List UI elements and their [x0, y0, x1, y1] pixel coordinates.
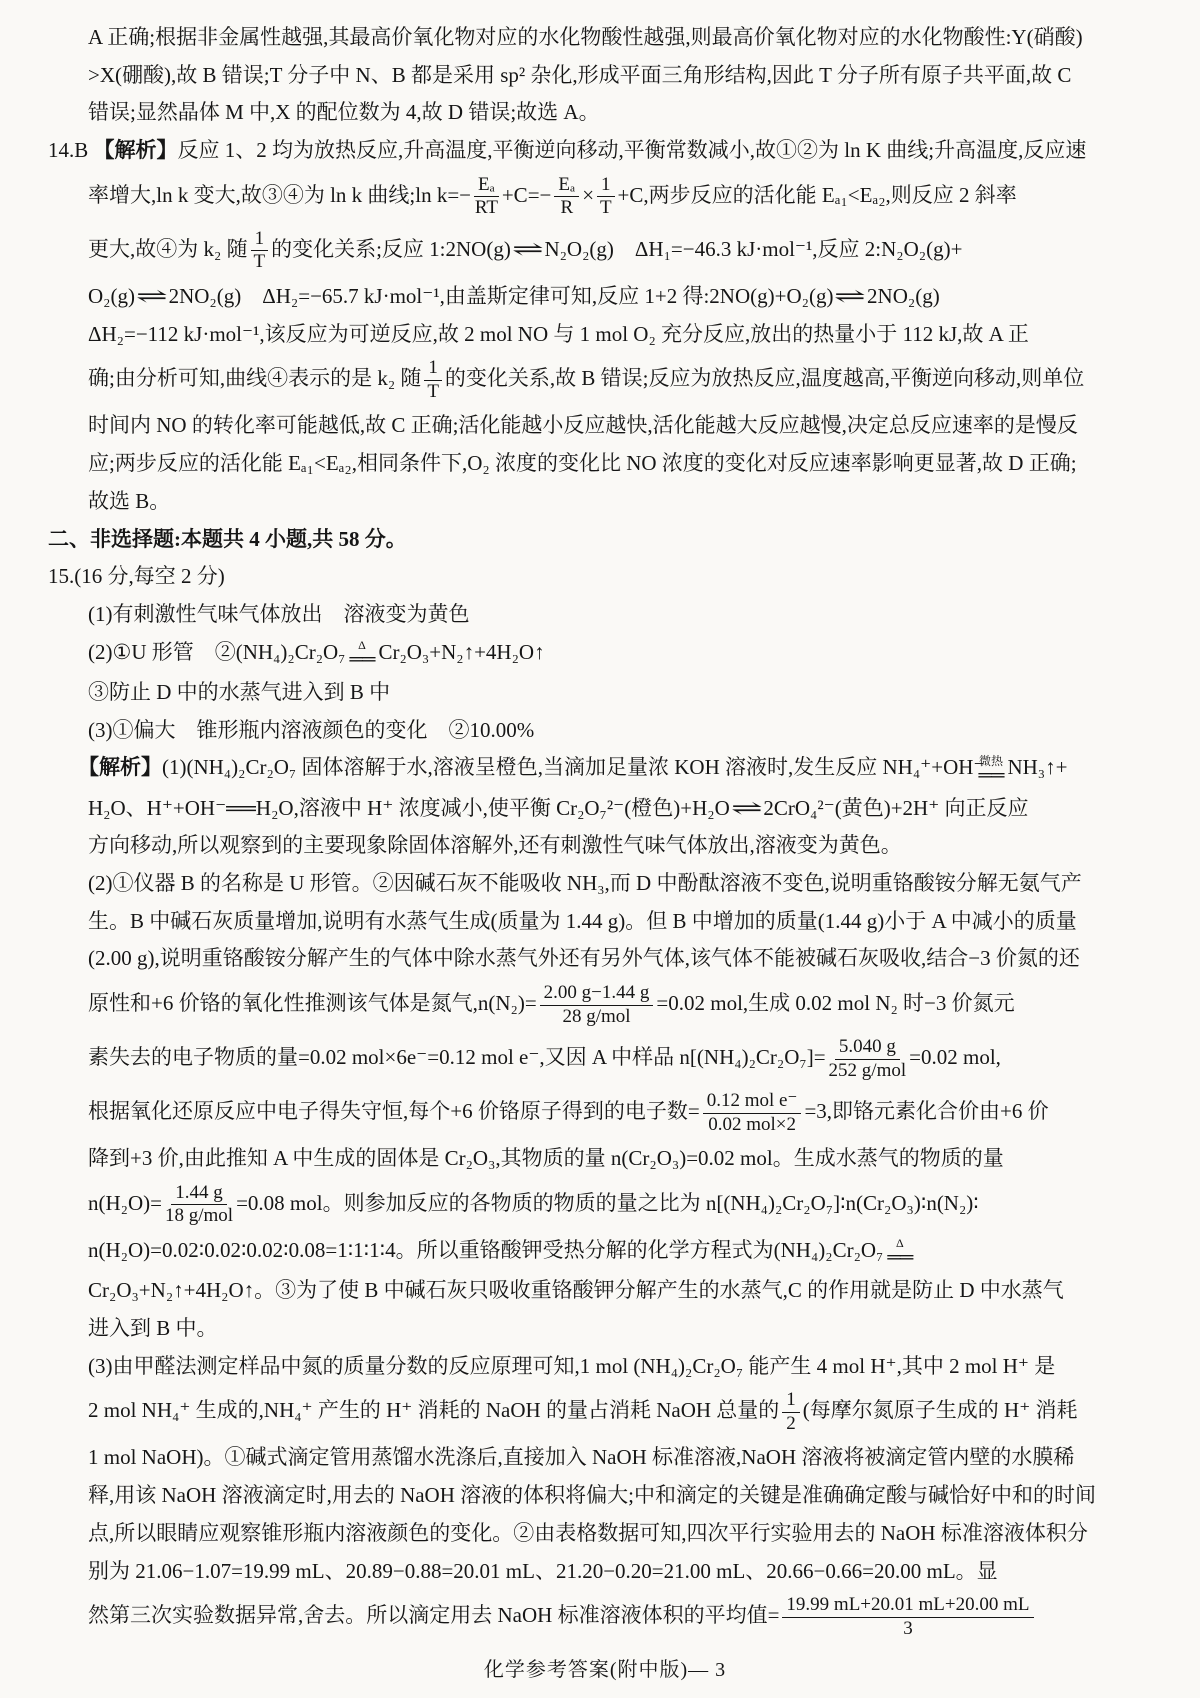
text-line: 14.B 【解析】反应 1、2 均为放热反应,升高温度,平衡逆向移动,平衡常数减小,故①②为 ln K 曲线;升高温度,反应速: [48, 138, 1087, 163]
fraction-numerator: 1: [782, 1390, 800, 1413]
fraction-numerator: 1: [251, 229, 269, 252]
reaction-condition-label: Δ: [358, 637, 366, 652]
fraction-numerator: 1: [424, 358, 442, 381]
fraction-denominator: T: [253, 251, 266, 273]
text-line: 点,所以眼睛应观察锥形瓶内溶液颜色的变化。②由表格数据可知,四次平行实验用去的 NaOH 标准溶液体积分: [88, 1520, 1088, 1545]
text-line: 确;由分析可知,曲线④表示的是 k₂ 随 $\frac{1}{T}$ 的变化关系,故 B 错误;反应为放热反应,温度越高,平衡逆向移动,则单位: [88, 357, 1085, 402]
double-bond-equals-icon: ══: [978, 764, 1004, 786]
fraction: [165, 1183, 233, 1227]
fraction: [474, 175, 499, 219]
text-line: 方向移动,所以观察到的主要现象除固体溶解外,还有刺激性气味气体放出,溶液变为黄色。: [88, 833, 902, 858]
text-line: 错误;显然晶体 M 中,X 的配位数为 4,故 D 错误;故选 A。: [88, 100, 600, 125]
text-line: >X(硼酸),故 B 错误;T 分子中 N、B 都是采用 sp² 杂化,形成平面三角形结构,因此 T 分子所有原子共平面,故 C: [88, 62, 1072, 87]
fraction-numerator: Eₐ: [474, 175, 499, 198]
text-line: 应;两步反应的活化能 Eₐ₁<Eₐ₂,相同条件下,O₂ 浓度的变化比 NO 浓度的变化对反应速率影响更显著,故 D 正确;: [88, 451, 1077, 476]
section-2-header: [48, 526, 1162, 554]
fraction-numerator: 1.44 g: [171, 1183, 227, 1206]
text-line: 故选 B。: [88, 488, 171, 513]
text-line: (2)①仪器 B 的名称是 U 形管。②因碱石灰不能吸收 NH₃,而 D 中酚酞溶液不变色,说明重铬酸铵分解无氨气产: [88, 870, 1082, 895]
analysis-label: 【解析】: [93, 138, 178, 163]
fraction-denominator: 252 g/mol: [828, 1059, 907, 1081]
text-line: 【解析】(1)(NH₄)₂Cr₂O₇ 固体溶解于水,溶液呈橙色,当滴加足量浓 KOH 溶液时,发生反应 NH₄⁺+OH⁻ 微热 ══ NH₃↑+: [78, 753, 1068, 786]
reaction-condition-equals: [978, 753, 1004, 786]
reaction-condition-label: Δ: [896, 1236, 904, 1251]
equilibrium-arrow-icon: ⇌: [730, 795, 763, 820]
text-line: 1 mol NaOH)。①碱式滴定管用蒸馏水洗涤后,直接加入 NaOH 标准溶液,NaOH 溶液将被滴定管内壁的水膜稀: [88, 1445, 1075, 1470]
text-line: 15.(16 分,每空 2 分): [48, 564, 225, 589]
fraction-numerator: Eₐ: [554, 175, 579, 198]
fraction-denominator: 18 g/mol: [164, 1205, 234, 1227]
answer-13-continuation: [48, 24, 1162, 127]
fraction-denominator: 0.02 mol×2: [708, 1113, 796, 1135]
text-line: ΔH₂=−112 kJ·mol⁻¹,该反应为可逆反应,故 2 mol NO 与 1 mol O₂ 充分反应,放出的热量小于 112 kJ,故 A 正: [88, 321, 1029, 346]
text-line: 时间内 NO 的转化率可能越低,故 C 正确;活化能越小反应越快,活化能越大反应越慢,决定总反应速率的是慢反: [88, 413, 1078, 438]
answer-15-heading: [48, 563, 1162, 591]
text-line: 素失去的电子物质的量=0.02 mol×6e⁻=0.12 mol e⁻,又因 A 中样品 n[(NH₄)₂Cr₂O₇]= $\frac{5.040 g}{\text{252 g/mol}}$ =0.02 mol,: [88, 1036, 1001, 1081]
text-line: n(H₂O)=0.02∶0.02∶0.02∶0.08=1∶1∶1∶4。所以重铬酸钾受热分解的化学方程式为(NH₄)₂Cr₂O₇ Δ ══: [88, 1236, 913, 1269]
answer-14: [48, 137, 1162, 515]
fraction-numerator: 19.99 mL+20.01 mL+20.00 mL: [782, 1595, 1033, 1618]
text-line: 生。B 中碱石灰质量增加,说明有水蒸气生成(质量为 1.44 g)。但 B 中增加的质量(1.44 g)小于 A 中减小的质量: [88, 908, 1077, 933]
reaction-condition-equals: [350, 639, 375, 669]
fraction: [424, 358, 442, 402]
analysis-label: 【解析】: [78, 755, 162, 780]
answer-15-blanks: [48, 601, 1162, 744]
text-line: (3)①偏大 锥形瓶内溶液颜色的变化 ②10.00%: [88, 717, 535, 742]
page-footer: 化学参考答案(附中版)— 3: [483, 1659, 727, 1682]
fraction-denominator: 3: [903, 1617, 913, 1639]
text-line: (2.00 g),说明重铬酸铵分解产生的气体中除水蒸气外还有另外气体,该气体不能被碱石灰吸收,结合−3 价氮的还: [88, 946, 1080, 971]
text-line: O₂(g)⇌2NO₂(g) ΔH₂=−65.7 kJ·mol⁻¹,由盖斯定律可知,反应 1+2 得:2NO(g)+O₂(g)⇌2NO₂(g): [88, 283, 1162, 311]
document-content: [48, 24, 1162, 1639]
fraction: [829, 1037, 907, 1081]
text-line: n(H₂O)= $\frac{1.44 g}{\text{18 g/mol}}$ =0.08 mol。则参加反应的各物质的物质的量之比为 n[(NH₄)₂Cr₂O₇]∶n(Cr₂O₃)∶n(N₂)∶: [88, 1181, 979, 1227]
fraction: [597, 175, 615, 219]
text-line: 二、非选择题:本题共 4 小题,共 58 分。: [48, 526, 407, 551]
text-line: Cr₂O₃+N₂↑+4H₂O↑。③为了使 B 中碱石灰只吸收重铬酸钾分解产生的水蒸气,C 的作用就是防止 D 中水蒸气: [88, 1278, 1064, 1303]
fraction-numerator: 2.00 g−1.44 g: [540, 983, 654, 1006]
reaction-condition-equals: [887, 1237, 912, 1267]
answer-15-analysis: [48, 754, 1162, 1639]
fraction: [782, 1390, 800, 1434]
fraction: [782, 1595, 1033, 1639]
text-line: ③防止 D 中的水蒸气进入到 B 中: [88, 679, 391, 704]
fraction: [251, 229, 269, 273]
text-line: H₂O、H⁺+OH⁻══H₂O,溶液中 H⁺ 浓度减小,使平衡 Cr₂O₇²⁻(橙色)+H₂O⇌2CrO₄²⁻(黄色)+2H⁺ 向正反应: [88, 795, 1162, 823]
text-line: 2 mol NH₄⁺ 生成的,NH₄⁺ 产生的 H⁺ 消耗的 NaOH 的量占消耗 NaOH 总量的 $\frac{1}{2}$ (每摩尔氮原子生成的 H⁺ 消耗: [88, 1389, 1078, 1434]
text-line: 原性和+6 价铬的氧化性推测该气体是氮气,n(N₂)= $\frac{2.00 g-1.44 g}{\text{28 g/mol}}$ =0.02 mol,生成 0.02 mol N₂ 时−3 价氮元: [88, 982, 1015, 1027]
equilibrium-arrow-icon: ⇌: [511, 236, 544, 261]
fraction: [703, 1091, 802, 1135]
equilibrium-arrow-icon: ⇌: [135, 283, 168, 308]
text-line: 降到+3 价,由此推知 A 中生成的固体是 Cr₂O₃,其物质的量 n(Cr₂O₃)=0.02 mol。生成水蒸气的物质的量: [88, 1146, 1004, 1171]
text-line: (2)①U 形管 ②(NH₄)₂Cr₂O₇ Δ ══ Cr₂O₃+N₂↑+4H₂O↑: [88, 637, 545, 670]
fraction-numerator: 0.12 mol e⁻: [703, 1091, 802, 1114]
text-line: A 正确;根据非金属性越强,其最高价氧化物对应的水化物酸性越强,则最高价氧化物对应的水化物酸性:Y(硝酸): [88, 25, 1083, 49]
fraction: [554, 175, 579, 219]
fraction-denominator: R: [560, 197, 574, 219]
double-bond-equals-icon: ══: [349, 648, 375, 670]
text-line: 率增大,ln k 变大,故③④为 ln k 曲线;ln k=− $\frac{\text{Eₐ}}{RT}$ +C=− $\frac{\text{Eₐ}}{R}$ × $\frac{1}{T}$ +C,两步反应的活化能 Eₐ₁<Eₐ₂,则反应 2 斜率: [88, 173, 1017, 219]
text-line: 释,用该 NaOH 溶液滴定时,用去的 NaOH 溶液的体积将偏大;中和滴定的关键是准确确定酸与碱恰好中和的时间: [88, 1483, 1096, 1508]
reaction-condition-label: 微热: [978, 753, 1003, 768]
fraction-denominator: 2: [786, 1412, 796, 1434]
fraction-numerator: 1: [597, 175, 615, 198]
text-line: 别为 21.06−1.07=19.99 mL、20.89−0.88=20.01 mL、21.20−0.20=21.00 mL、20.66−0.66=20.00 mL。显: [88, 1558, 998, 1583]
fraction: [540, 983, 654, 1027]
fraction-numerator: 5.040 g: [835, 1037, 900, 1060]
fraction-denominator: RT: [474, 197, 498, 219]
fraction-denominator: 28 g/mol: [562, 1005, 631, 1027]
text-line: 然第三次实验数据异常,舍去。所以滴定用去 NaOH 标准溶液体积的平均值= $\frac{19.99 mL+20.01 mL+20.00 mL}{3}$: [88, 1595, 1162, 1639]
text-line: 进入到 B 中。: [88, 1315, 218, 1340]
text-line: (3)由甲醛法测定样品中氮的质量分数的反应原理可知,1 mol (NH₄)₂Cr₂O₇ 能产生 4 mol H⁺,其中 2 mol H⁺ 是: [88, 1353, 1056, 1378]
fraction-denominator: T: [427, 380, 439, 402]
text-line: (1)有刺激性气味气体放出 溶液变为黄色: [88, 602, 470, 626]
equilibrium-arrow-icon: ⇌: [834, 283, 867, 308]
fraction-denominator: T: [599, 197, 612, 219]
text-line: 更大,故④为 k₂ 随 $\frac{1}{T}$ 的变化关系;反应 1:2NO(g)⇌N₂O₂(g) ΔH₁=−46.3 kJ·mol⁻¹,反应 2:N₂O₂(g)+: [88, 227, 963, 273]
text-line: 根据氧化还原反应中电子得失守恒,每个+6 价铬原子得到的电子数= $\frac{\text{0.12 mol e⁻}}{\text{0.02 mol×2}}$ =3,即铬元素化合价由+6 价: [88, 1090, 1049, 1135]
double-bond-equals-icon: ══: [887, 1247, 913, 1269]
